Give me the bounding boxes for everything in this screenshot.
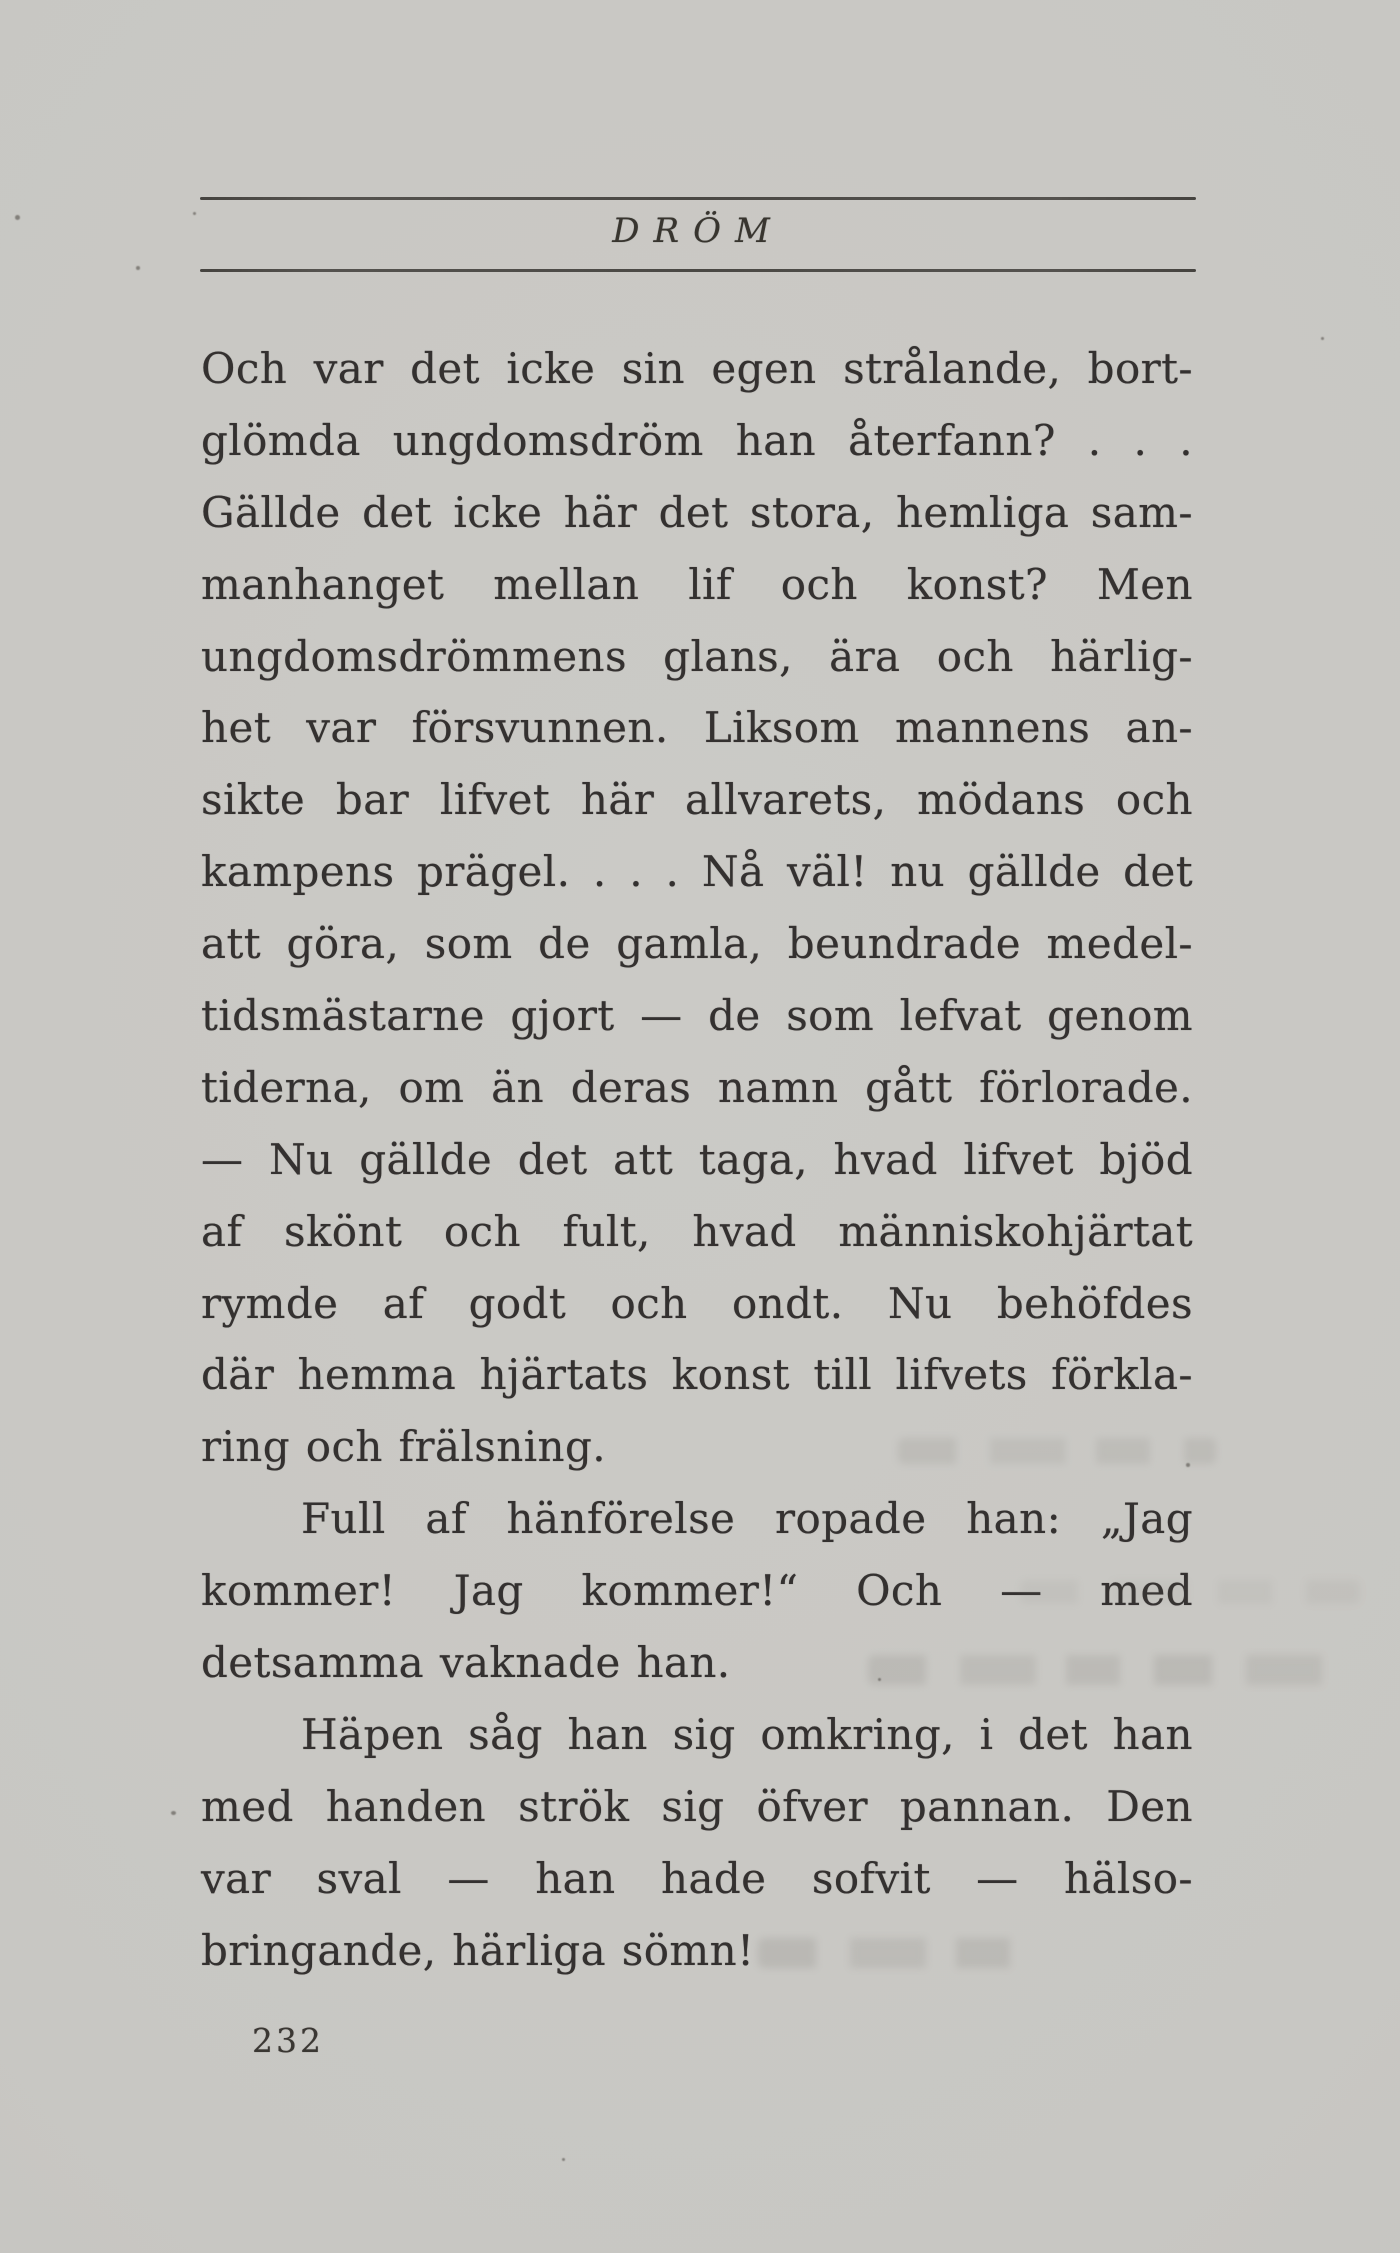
text-line: het var försvunnen. Liksom mannens an- bbox=[201, 703, 1193, 753]
text-line: rymde af godt och ondt. Nu behöfdes bbox=[201, 1278, 1193, 1328]
page-number: 232 bbox=[252, 2021, 324, 2060]
header-rule-top bbox=[200, 197, 1196, 200]
dust-speck bbox=[15, 215, 20, 220]
text-line: kommer! Jag kommer!“ Och — med bbox=[201, 1566, 1193, 1616]
text-line: — Nu gällde det att taga, hvad lifvet bjöd bbox=[201, 1134, 1193, 1184]
running-title: DRÖM bbox=[612, 211, 784, 251]
text-line: tiderna, om än deras namn gått förlorade. bbox=[201, 1062, 1193, 1112]
dust-speck bbox=[171, 1811, 176, 1815]
text-line: manhanget mellan lif och konst? Men bbox=[201, 559, 1193, 609]
text-line: med handen strök sig öfver pannan. Den bbox=[201, 1781, 1193, 1831]
text-line: Full af hänförelse ropade han: „Jag bbox=[301, 1494, 1193, 1544]
text-line: Gällde det icke här det stora, hemliga sam- bbox=[201, 487, 1193, 537]
text-line: var sval — han hade sofvit — hälso- bbox=[201, 1853, 1193, 1903]
text-line: bringande, härliga sömn! bbox=[201, 1925, 755, 1975]
text-line: kampens prägel. . . . Nå väl! nu gällde det bbox=[201, 847, 1193, 897]
text-line: Och var det icke sin egen strålande, bort- bbox=[201, 344, 1193, 393]
body-text bbox=[201, 333, 1193, 1986]
text-line: glömda ungdomsdröm han återfann? . . . bbox=[201, 415, 1193, 465]
text-line: tidsmästarne gjort — de som lefvat genom bbox=[201, 991, 1193, 1041]
text-line: sikte bar lifvet här allvarets, mödans och bbox=[201, 775, 1193, 825]
dust-speck bbox=[1321, 337, 1324, 340]
text-line: ungdomsdrömmens glans, ära och härlig- bbox=[201, 631, 1193, 681]
dust-speck bbox=[193, 212, 196, 215]
text-line: Häpen såg han sig omkring, i det han bbox=[301, 1709, 1193, 1759]
dust-speck bbox=[562, 2158, 565, 2161]
header-rule-bottom bbox=[200, 269, 1196, 272]
text-line: ring och frälsning. bbox=[201, 1422, 607, 1472]
text-line: att göra, som de gamla, beundrade medel- bbox=[201, 919, 1193, 969]
dust-speck bbox=[136, 266, 140, 270]
text-line: där hemma hjärtats konst till lifvets förkla- bbox=[201, 1350, 1193, 1400]
text-line: af skönt och fult, hvad människohjärtat bbox=[201, 1206, 1193, 1256]
text-line: detsamma vaknade han. bbox=[201, 1638, 731, 1688]
